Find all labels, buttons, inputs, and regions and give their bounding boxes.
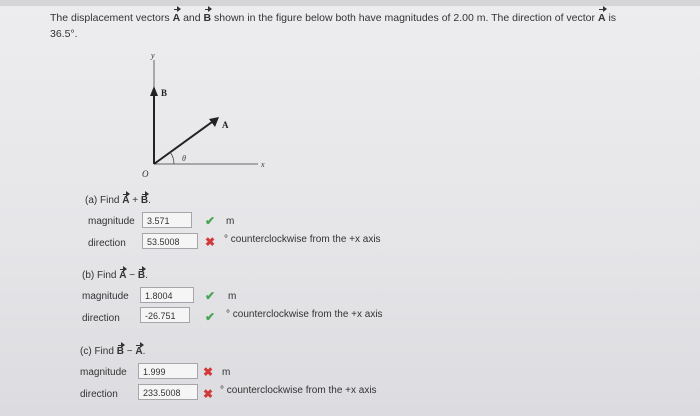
part-a-operator: + xyxy=(132,195,139,206)
part-c-vector-2: A xyxy=(135,346,143,357)
vector-diagram-svg xyxy=(130,50,280,180)
part-b-direction-label: direction xyxy=(82,313,120,324)
vector-b-symbol: B xyxy=(203,12,212,24)
part-b-magnitude-label: magnitude xyxy=(82,291,129,302)
prompt-text-3: . The direction of vector xyxy=(485,12,596,24)
part-c-vector-1: B xyxy=(116,346,124,357)
vector-a-symbol-2: A xyxy=(597,12,606,24)
part-c-magnitude-label: magnitude xyxy=(80,367,127,378)
part-a-magnitude-check-icon: ✔ xyxy=(205,214,216,228)
part-a-magnitude-unit: m xyxy=(226,216,235,227)
part-c-period: . xyxy=(142,346,146,357)
given-angle: 36.5°. xyxy=(50,28,78,40)
part-b-prefix: (b) Find xyxy=(82,270,117,281)
part-a-prefix: (a) Find xyxy=(85,195,120,206)
part-a-direction-x-icon: ✖ xyxy=(205,235,216,249)
origin-label: O xyxy=(142,169,149,179)
vector-b-arrowhead xyxy=(150,86,158,96)
part-b-period: . xyxy=(145,270,148,281)
part-c-direction-x-icon: ✖ xyxy=(203,387,214,401)
part-b-title xyxy=(82,270,148,281)
y-axis-label: y xyxy=(151,51,155,60)
vector-a-label: A xyxy=(222,120,229,130)
part-b-magnitude-input[interactable]: 1.8004 xyxy=(140,287,194,303)
part-c-direction-input[interactable]: 233.5008 xyxy=(138,384,198,400)
part-c-operator: − xyxy=(126,346,133,357)
part-b-operator: − xyxy=(129,270,136,281)
theta-arc xyxy=(170,152,174,164)
part-c-direction-label: direction xyxy=(80,389,118,400)
part-a-period: . xyxy=(148,195,151,206)
part-b-direction-check-icon: ✔ xyxy=(205,310,216,324)
part-b-magnitude-check-icon: ✔ xyxy=(205,289,216,303)
part-a-magnitude-label: magnitude xyxy=(88,216,135,227)
part-c-magnitude-unit: m xyxy=(222,367,231,378)
prompt-text-1: The displacement vectors xyxy=(50,12,170,24)
part-c-magnitude-x-icon: ✖ xyxy=(203,365,214,379)
part-c-direction-unit: ° counterclockwise from the +x axis xyxy=(220,385,377,396)
prompt-text-and: and xyxy=(183,12,201,24)
part-c-magnitude-input[interactable]: 1.999 xyxy=(138,363,198,379)
given-magnitude: 2.00 m xyxy=(453,12,486,24)
part-a-direction-input[interactable]: 53.5008 xyxy=(142,233,198,249)
top-border xyxy=(0,0,700,6)
part-a-magnitude-input[interactable]: 3.571 xyxy=(142,212,192,228)
vector-figure xyxy=(130,50,280,185)
x-axis-label: x xyxy=(261,160,265,169)
vector-a-symbol: A xyxy=(172,12,181,24)
vector-b-label: B xyxy=(161,88,168,98)
part-a-vector-1: A xyxy=(122,195,130,206)
part-a-title xyxy=(85,195,151,206)
problem-statement xyxy=(50,10,690,42)
part-c-prefix: (c) Find xyxy=(80,346,114,357)
prompt-text-2: shown in the figure below both have magnitudes of xyxy=(214,12,451,24)
part-b-magnitude-unit: m xyxy=(228,291,237,302)
part-a-direction-label: direction xyxy=(88,238,126,249)
part-b-direction-unit: ° counterclockwise from the +x axis xyxy=(226,309,383,320)
part-b-direction-input[interactable]: -26.751 xyxy=(140,307,190,323)
part-b-vector-2: B xyxy=(137,270,146,281)
part-a-direction-unit: ° counterclockwise from the +x axis xyxy=(224,234,381,245)
part-a-vector-2: B xyxy=(140,195,149,206)
theta-label: θ xyxy=(182,154,186,163)
part-c-title xyxy=(80,346,145,357)
part-b-vector-1: A xyxy=(119,270,127,281)
prompt-text-is: is xyxy=(608,12,617,24)
